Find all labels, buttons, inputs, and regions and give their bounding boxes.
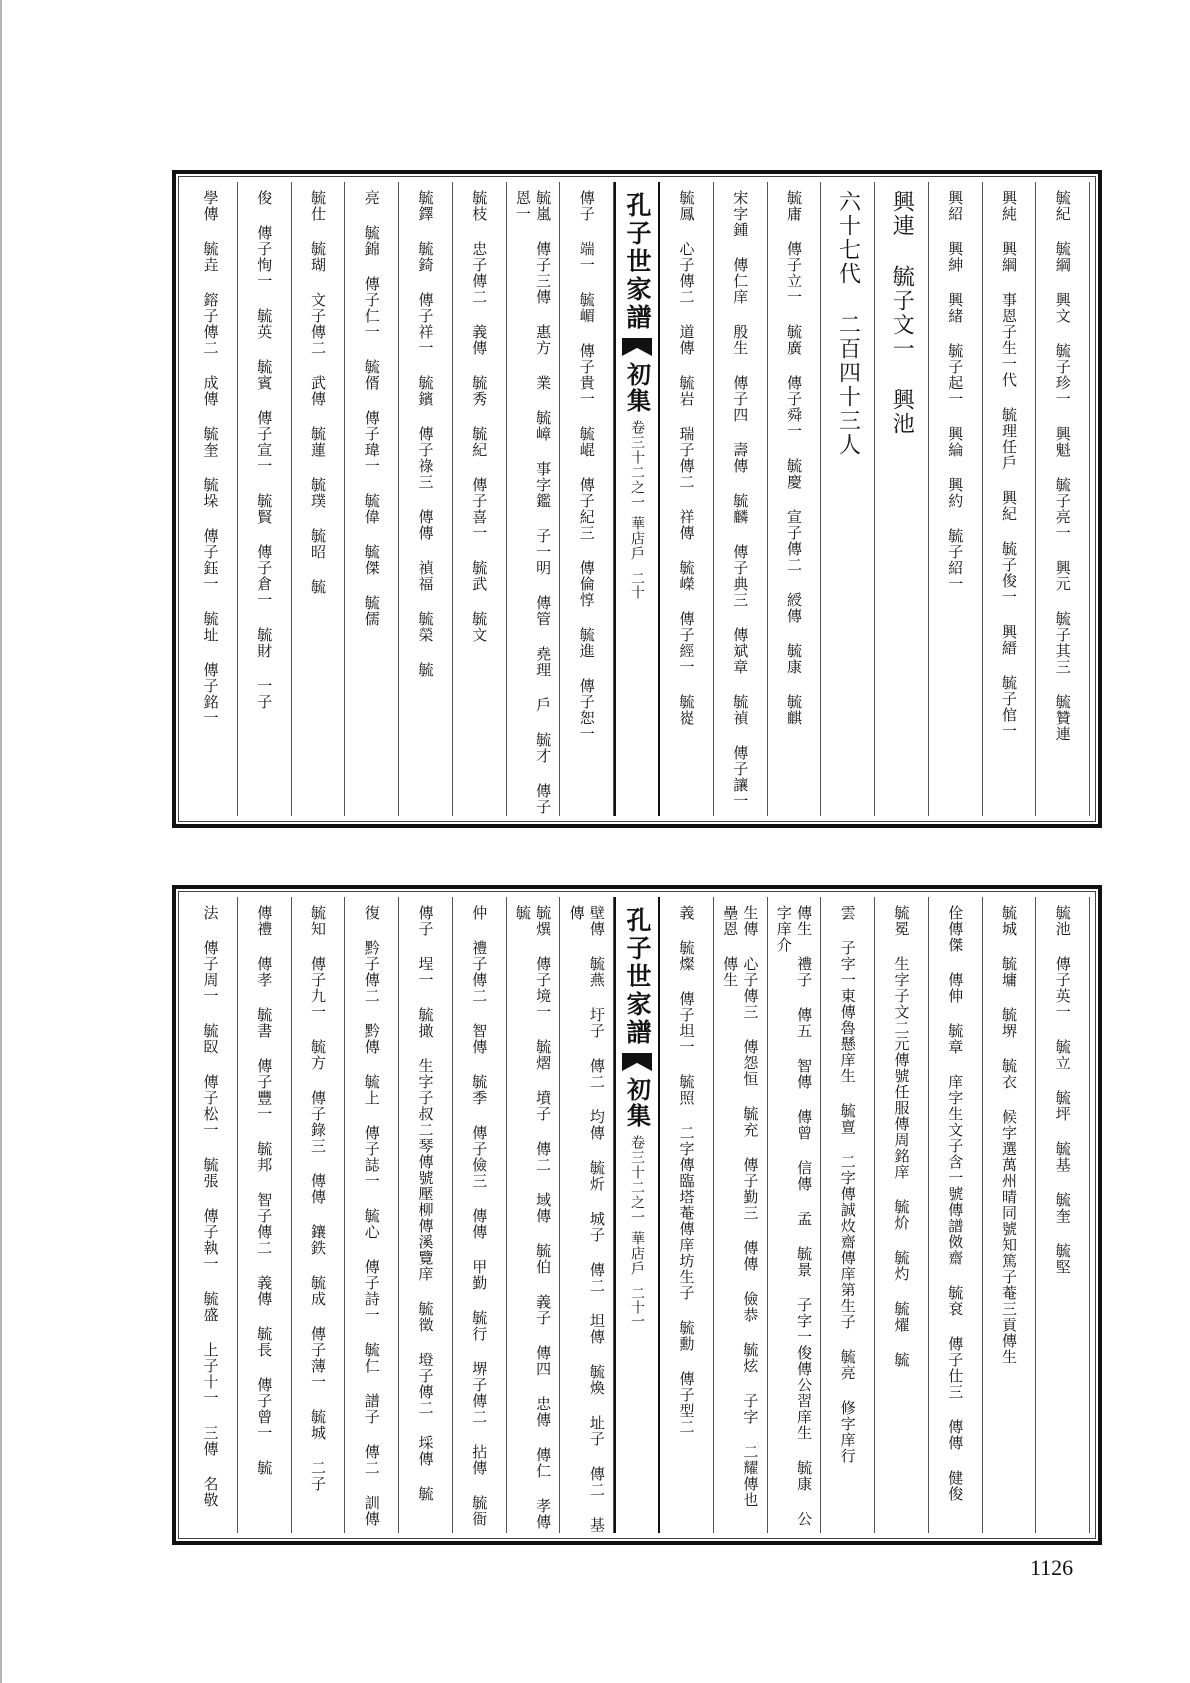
entry-column — [184, 182, 238, 816]
edition-label: 初集 — [622, 1077, 652, 1129]
genealogy-panel-top — [172, 170, 1102, 828]
entry-column — [184, 897, 238, 1533]
book-title: 孔子世家譜 — [623, 907, 652, 1047]
entry-column — [660, 897, 714, 1533]
entry-text: 毓嵐 傳子三傳 惠方 業 毓嶂 事字鑑 子一明 傳管 堯理 戶 毓才 傳子恩一 — [513, 190, 553, 815]
entry-text: 毓鳳 心子傳二 道傳 毓岩 瑞子傳二 祥傳 毓嶸 傳子經一 毓嵸 — [677, 190, 696, 726]
entry-column — [875, 182, 929, 816]
entry-column — [453, 182, 507, 816]
entry-text: 壁傳 毓燕 圩子 傳二 均傳 毓炘 城子 傳二 坦傳 毓煥 址子 傳二 基傳 — [567, 905, 606, 1533]
entry-text: 傳子 埕一 毓撖 生字子叔二琴傳號壓柳傳溪覽庠 毓徵 墱子傳二 埰傳 毓 — [416, 905, 435, 1502]
entry-text: 宋字鍾 傳仁庠 殷生 傳子四 壽傳 毓麟 傳子典三 傳斌章 毓禎 傳子讓一 — [731, 190, 750, 809]
entry-text: 法 傳子周一 毓臤 傳子松一 毓張 傳子執一 毓盛 上子十一 三傳 名敬 — [201, 905, 220, 1508]
entry-column — [292, 182, 346, 816]
entry-text: 毓城 毓墉 毓堺 毓衣 候字選萬州晴同號知篤子菴三貢傳生 — [1000, 905, 1018, 1365]
volume-label: 卷三十二之一 — [629, 420, 645, 510]
entry-column — [875, 897, 929, 1533]
entry-column — [560, 182, 614, 816]
branch-label: 華店戶 — [629, 1231, 645, 1276]
generation-heading: 六十七代 二百四十三人 — [835, 190, 861, 457]
entry-column — [238, 897, 292, 1533]
entry-column — [292, 897, 346, 1533]
entry-text: 毓知 傳子九一 毓方 傳子錄三 傳傳 鑲鉄 毓成 傳子薄一 毓城 二子 — [309, 905, 327, 1492]
leaf-number: 二十 — [629, 571, 645, 599]
entry-column — [560, 897, 614, 1533]
center-spine-top — [614, 182, 660, 816]
entry-column — [345, 182, 399, 816]
entry-text: 佺傳傑 傳伸 毓章 庠字生文子含一號傳譜傚齋 毓袞 傳子仕三 傳傳 健俊 — [946, 905, 965, 1502]
entry-column — [399, 897, 453, 1533]
fishtail-mark — [622, 1053, 652, 1071]
entry-column — [929, 182, 983, 816]
entry-text: 亮 毓錦 傳子仁一 毓偦 傳子瑋一 毓偉 毓傑 毓儒 — [362, 190, 381, 627]
entry-column — [507, 897, 561, 1549]
page-number: 1126 — [1030, 1555, 1074, 1580]
entry-text: 仲 禮子傳二 智傳 毓季 傳子儉三 傳傳 甲勤 毓行 堺子傳二 拈傳 毓衙 — [470, 905, 489, 1527]
center-spine-bottom — [614, 897, 660, 1533]
entry-column — [1036, 182, 1090, 816]
entry-column — [714, 182, 768, 816]
fishtail-mark — [622, 338, 652, 356]
entry-text: 毓紀 毓綱 興文 毓子珍一 興魁 毓子亮一 興元 毓子其三 毓贊連 — [1053, 190, 1072, 742]
entry-text: 雲 子字一東傳魯懸庠生 毓亶 二字傳誠炇齋傳庠第生子 毓亮 修字庠行 — [838, 905, 857, 1464]
entry-column — [768, 182, 822, 816]
entry-text: 毓池 傳子英一 毓立 毓坪 毓基 毓奎 毓堅 — [1053, 905, 1072, 1275]
entry-column — [507, 182, 561, 816]
generation-heading-column — [821, 182, 875, 816]
page-edge-line — [0, 0, 2, 1683]
entry-text: 毓仕 毓瑚 文子傳二 武傳 毓蓮 毓璞 毓昭 毓 — [309, 190, 327, 595]
entry-column — [929, 897, 983, 1533]
entry-column — [660, 182, 714, 816]
entry-column — [983, 182, 1037, 816]
entry-text: 學傳 毓垚 鎔子傳二 成傳 毓奎 毓垛 傳子鈺一 毓址 傳子銘一 — [201, 190, 220, 726]
entry-text: 毓庸 傳子立一 毓廣 傳子舜一 毓慶 宣子傳二 綬傳 毓康 毓麒 — [785, 190, 803, 726]
entry-text: 毓鐸 毓錡 傳子祥一 毓鑌 傳子祿三 傳傳 禎福 毓榮 毓 — [416, 190, 435, 678]
volume-label: 卷三十二之一 — [629, 1135, 645, 1225]
entry-text: 興純 興綱 事恩子生一代 毓理任戶 興紀 毓子俊一 興縉 毓子倌一 — [1000, 190, 1018, 739]
entry-text: 傳子 端一 毓嵋 傳子貴一 毓崐 傳子紀三 傳倫惇 毓進 傳子恕一 — [577, 190, 596, 742]
entry-text: 復 黔子傳二 黔傳 毓上 傳子誌一 毓心 傳子詩一 毓仁 譜子 傳二 訓傳 — [362, 905, 381, 1527]
entry-column — [714, 897, 768, 1533]
entry-text: 毓枝 忠子傳二 義傳 毓秀 毓紀 傳子喜一 毓武 毓文 — [470, 190, 489, 643]
entry-column — [983, 897, 1037, 1533]
entry-text: 毓熼 傳子境一 毓熠 墳子 傳二 域傳 毓伯 義子 傳四 忠傳 傳仁 孝傳 毓 — [513, 905, 553, 1549]
entry-column — [399, 182, 453, 816]
entry-text: 興紹 興紳 興緒 毓子起一 興綸 興約 毓子紹一 — [946, 190, 965, 592]
edition-label: 初集 — [622, 362, 652, 414]
entry-column — [768, 897, 822, 1533]
branch-label: 華店戶 — [629, 516, 645, 561]
entry-text: 義 毓燦 傳子坦一 毓照 二字傳臨塔菴傳庠坊生子 毓勳 傳子型二 — [677, 905, 696, 1435]
entry-column — [1036, 897, 1090, 1533]
leaf-number: 二十一 — [629, 1286, 645, 1328]
entry-column — [345, 897, 399, 1533]
entry-text: 俊 傳子恂一 毓英 毓賓 傳子宣一 毓賢 傳子倉一 毓財 一子 — [255, 190, 274, 710]
entry-text: 生傳 心子傳三 傳怨恒 毓充 傳子勤三 傳傳 儉恭 毓炫 子字 二耀傳也 壘恩 傳生 — [721, 905, 760, 1527]
entry-column — [238, 182, 292, 816]
entry-column — [453, 897, 507, 1533]
genealogy-panel-bottom — [172, 885, 1102, 1549]
entry-text: 興連 毓子文一 興池 — [889, 190, 915, 436]
entry-column — [821, 897, 875, 1533]
entry-text: 毓冕 生字子文二元傳號任服傳周銘庠 毓炌 毓灼 毓燿 毓 — [892, 905, 911, 1368]
book-title: 孔子世家譜 — [623, 192, 652, 332]
entry-text: 傳禮 傳孝 毓書 傳子豐一 毓邦 智子傳二 義傳 毓長 傳子曾一 毓 — [255, 905, 274, 1476]
columns-top — [184, 182, 1090, 816]
entry-text: 傳生 禮子 傳五 智傳 傳曾 信傳 孟 毓景 子字一俊傳公習庠生 毓康 公字庠介 — [774, 905, 814, 1527]
columns-bottom — [184, 897, 1090, 1549]
